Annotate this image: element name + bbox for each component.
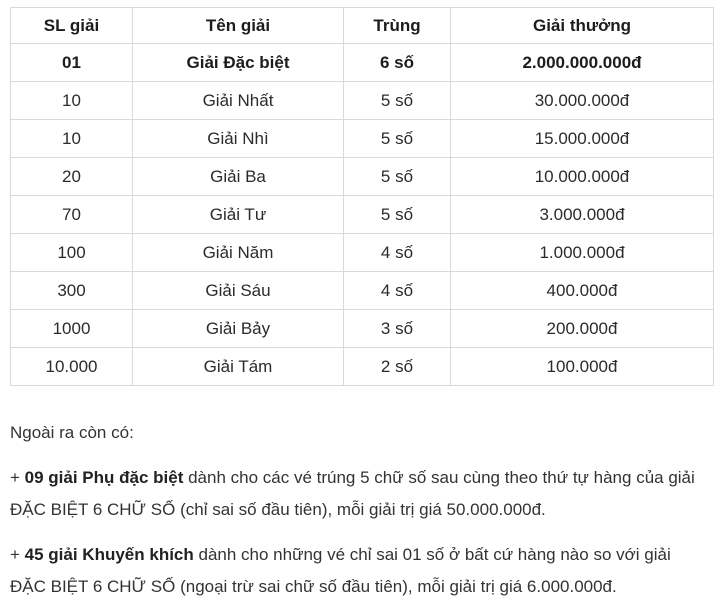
header-sl-giai: SL giải: [11, 8, 133, 44]
table-row: [11, 272, 714, 310]
cell-ten-giai: Giải Tám: [133, 348, 344, 386]
note-body: dành cho các vé trúng 5 chữ số sau cùng theo thứ tự hàng của giải ĐẶC BIỆT 6 CHỮ SỐ (chỉ sai số đầu tiên), mỗi giải trị giá 50.000.000đ.: [10, 468, 695, 519]
cell-sl-giai: 01: [11, 44, 133, 82]
cell-ten-giai: Giải Đặc biệt: [133, 44, 344, 82]
table-row: [11, 196, 714, 234]
table-row: [11, 44, 714, 82]
cell-sl-giai: 300: [11, 272, 133, 310]
cell-sl-giai: 20: [11, 158, 133, 196]
cell-giai-thuong: 2.000.000.000đ: [451, 44, 714, 82]
cell-trung: 4 số: [344, 234, 451, 272]
note-title: 09 giải Phụ đặc biệt: [24, 468, 184, 488]
cell-trung: 4 số: [344, 272, 451, 310]
table-row: [11, 120, 714, 158]
table-row: [11, 158, 714, 196]
cell-giai-thuong: 100.000đ: [451, 348, 714, 386]
cell-giai-thuong: 400.000đ: [451, 272, 714, 310]
notes-section: [10, 417, 720, 602]
prize-table: [10, 7, 714, 386]
cell-trung: 2 số: [344, 348, 451, 386]
cell-ten-giai: Giải Nhất: [133, 82, 344, 120]
note-prefix: +: [10, 468, 25, 488]
note-prefix: +: [10, 545, 25, 565]
cell-sl-giai: 10.000: [11, 348, 133, 386]
notes-list: [10, 462, 706, 602]
prize-table-body: [11, 44, 714, 386]
table-row: [11, 348, 714, 386]
cell-trung: 5 số: [344, 82, 451, 120]
cell-trung: 5 số: [344, 158, 451, 196]
cell-ten-giai: Giải Sáu: [133, 272, 344, 310]
header-ten-giai: Tên giải: [133, 8, 344, 44]
header-giai-thuong: Giải thưởng: [451, 8, 714, 44]
cell-ten-giai: Giải Tư: [133, 196, 344, 234]
cell-trung: 3 số: [344, 310, 451, 348]
note-item: [10, 462, 706, 525]
cell-giai-thuong: 10.000.000đ: [451, 158, 714, 196]
notes-intro: Ngoài ra còn có:: [10, 423, 134, 442]
cell-ten-giai: Giải Bảy: [133, 310, 344, 348]
header-row: [11, 8, 714, 44]
note-title: 45 giải Khuyến khích: [24, 545, 194, 565]
prize-table-head: [11, 8, 714, 44]
note-body: dành cho những vé chỉ sai 01 số ở bất cứ hàng nào so với giải ĐẶC BIỆT 6 CHỮ SỐ (ngoại trừ sai chữ số đầu tiên), mỗi giải trị giá 6.000.000đ.: [10, 545, 671, 596]
cell-giai-thuong: 1.000.000đ: [451, 234, 714, 272]
cell-giai-thuong: 15.000.000đ: [451, 120, 714, 158]
cell-sl-giai: 70: [11, 196, 133, 234]
table-row: [11, 234, 714, 272]
cell-giai-thuong: 30.000.000đ: [451, 82, 714, 120]
cell-trung: 5 số: [344, 120, 451, 158]
cell-trung: 6 số: [344, 44, 451, 82]
cell-sl-giai: 10: [11, 120, 133, 158]
cell-giai-thuong: 200.000đ: [451, 310, 714, 348]
cell-giai-thuong: 3.000.000đ: [451, 196, 714, 234]
cell-sl-giai: 100: [11, 234, 133, 272]
cell-ten-giai: Giải Nhì: [133, 120, 344, 158]
table-row: [11, 310, 714, 348]
note-item: [10, 539, 706, 602]
cell-sl-giai: 1000: [11, 310, 133, 348]
cell-sl-giai: 10: [11, 82, 133, 120]
cell-ten-giai: Giải Ba: [133, 158, 344, 196]
cell-ten-giai: Giải Năm: [133, 234, 344, 272]
header-trung: Trùng: [344, 8, 451, 44]
table-row: [11, 82, 714, 120]
cell-trung: 5 số: [344, 196, 451, 234]
